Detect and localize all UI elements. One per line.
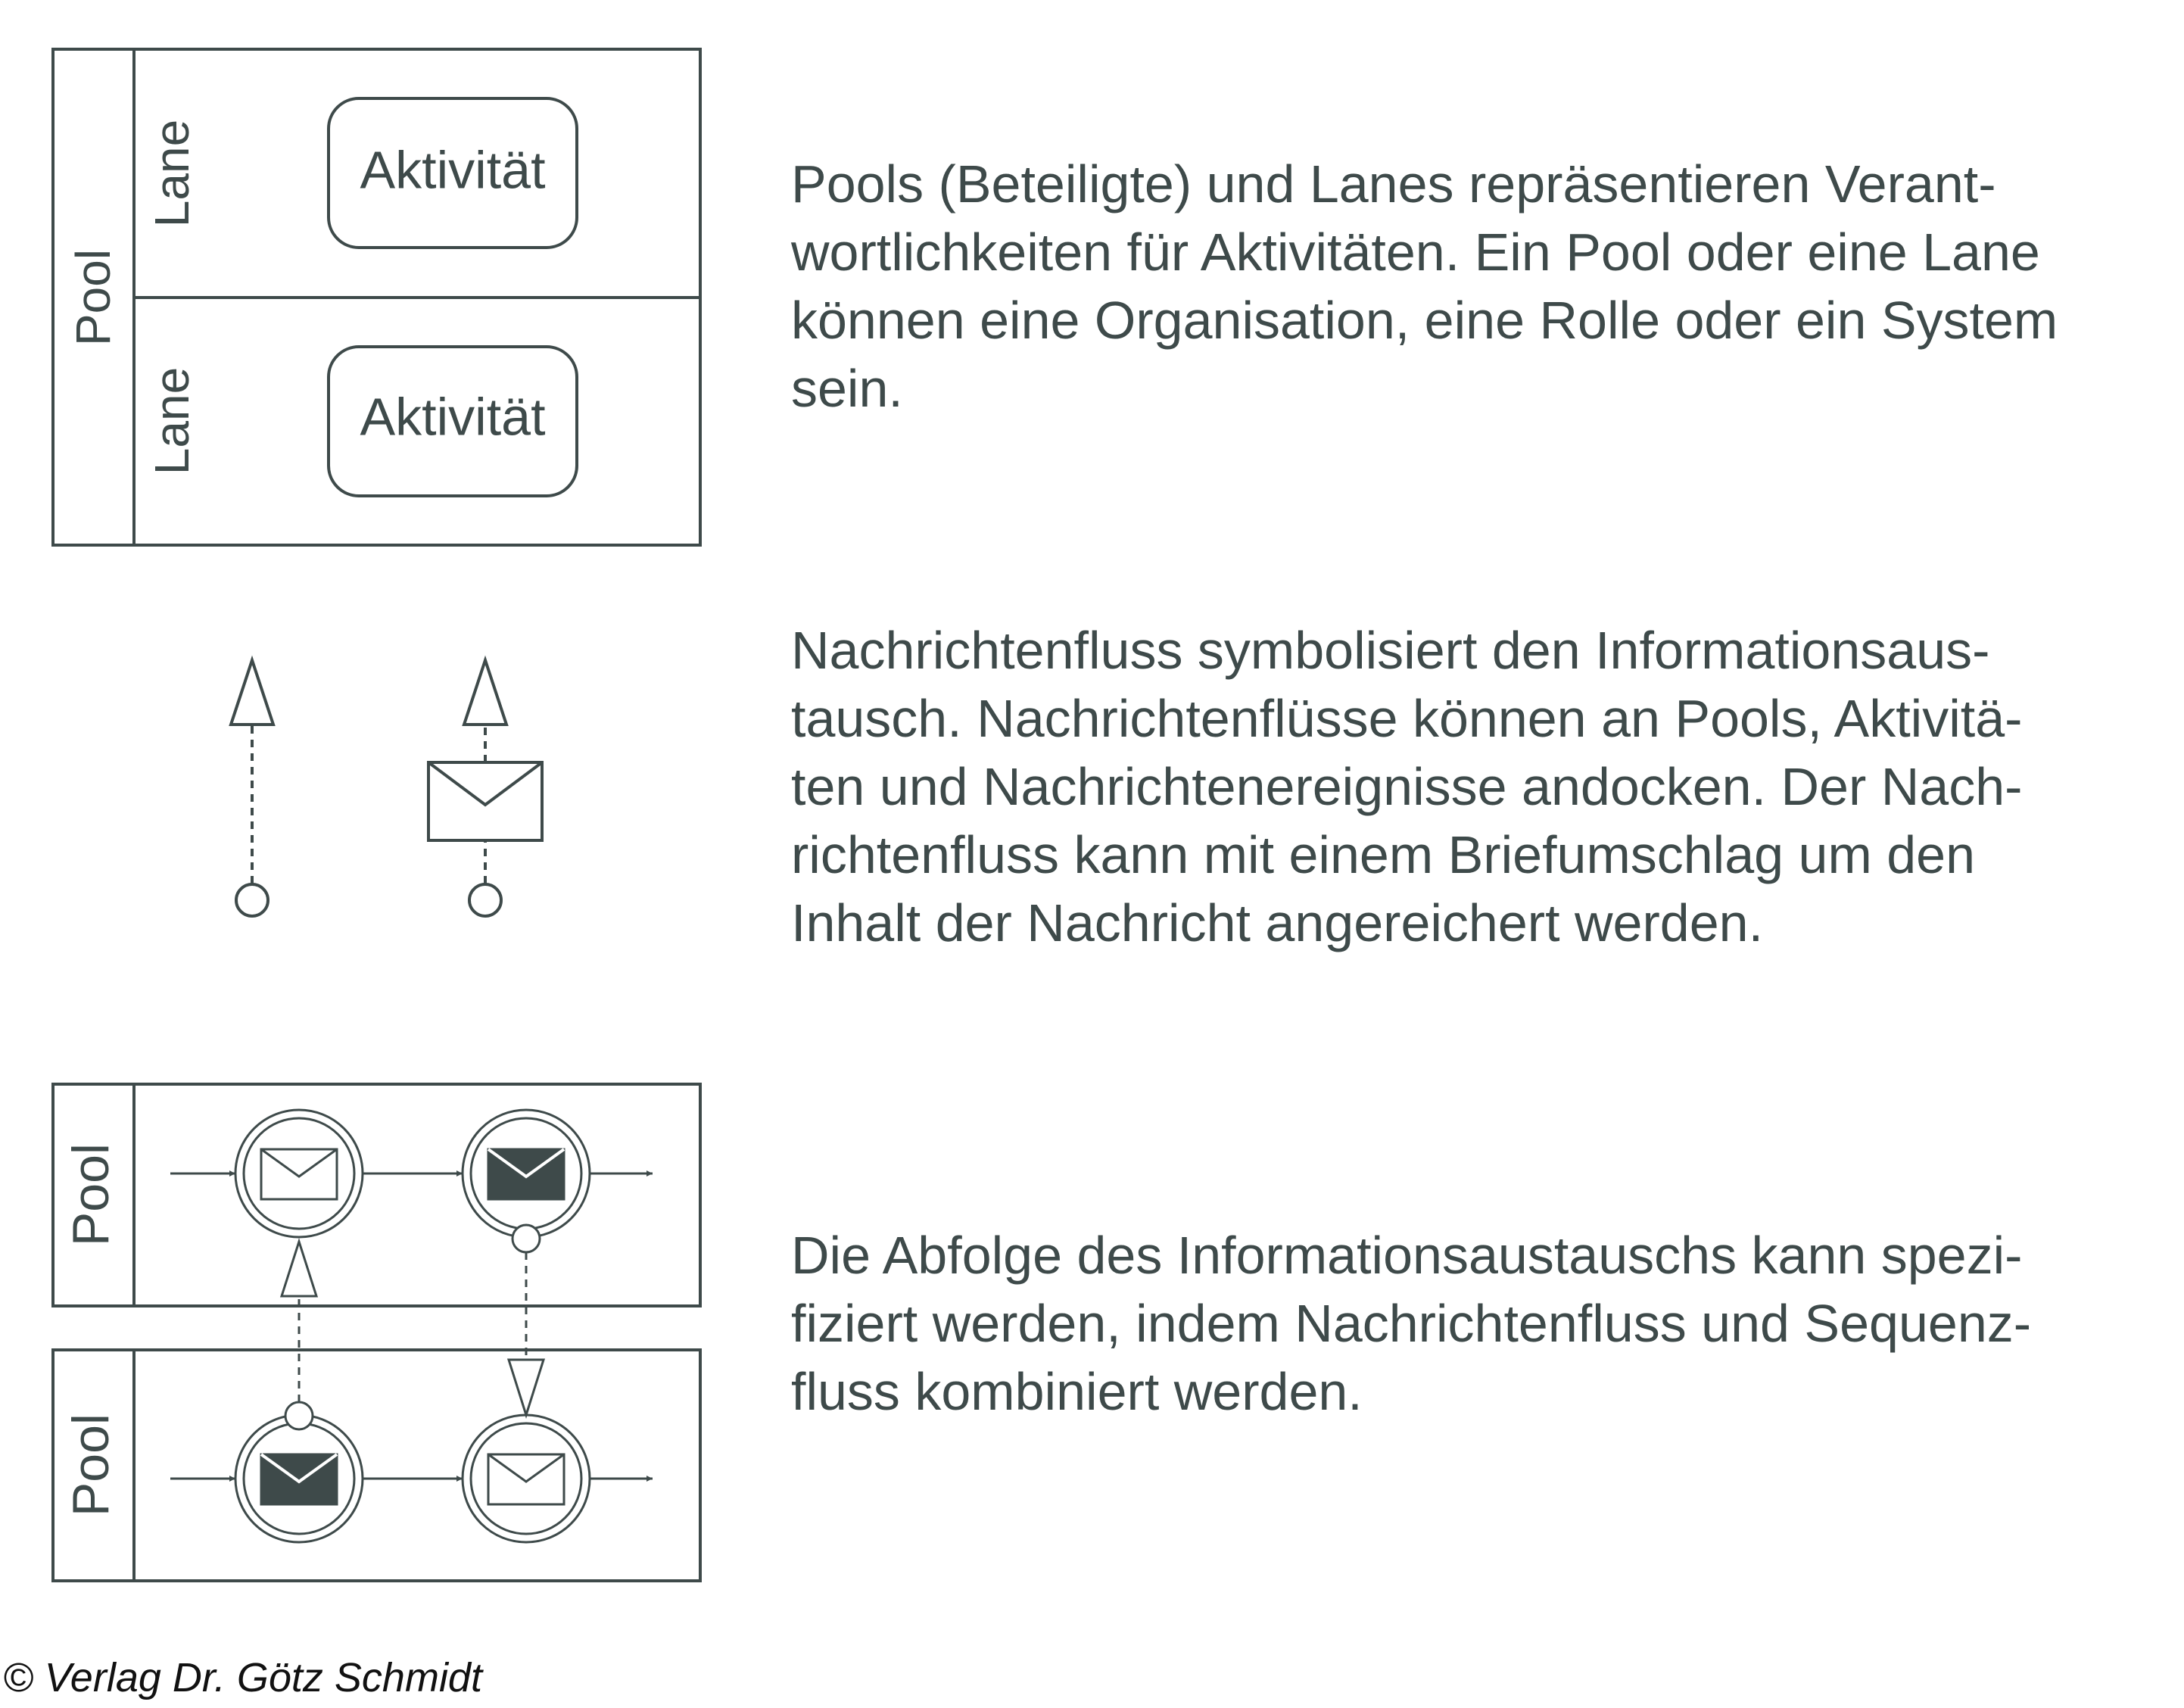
envelope-icon	[488, 1454, 564, 1504]
pool-with-lanes	[53, 49, 700, 545]
message-flow-arrowhead	[231, 660, 273, 725]
message-flow-arrowhead	[464, 660, 506, 725]
description-line: Pools (Beteiligte) und Lanes repräsentieren Verant-	[791, 154, 1996, 214]
copyright-notice: © Verlag Dr. Götz Schmidt	[3, 1655, 482, 1700]
pool-frame	[53, 1350, 700, 1581]
pool-frame	[53, 1084, 700, 1306]
description-line: können eine Organisation, eine Rolle oder ein System	[791, 291, 2058, 350]
message-flow-description	[791, 616, 2169, 957]
envelope-icon	[428, 762, 542, 840]
description-line: tausch. Nachrichtenflüsse können an Pools, Aktivitä-	[791, 689, 2023, 748]
message-flow-plain	[231, 660, 273, 916]
pools-lanes-description	[791, 150, 2169, 422]
envelope-filled-icon	[488, 1149, 564, 1199]
message-flow-start-circle	[469, 884, 501, 916]
description-line: Die Abfolge des Informationsaustauschs kann spezi-	[791, 1226, 2023, 1285]
description-line: wortlichkeiten für Aktivitäten. Ein Pool oder eine Lane	[791, 223, 2040, 282]
pool-label: Pool	[61, 1413, 120, 1517]
description-line: fiziert werden, indem Nachrichtenfluss und Sequenz-	[791, 1294, 2032, 1353]
sequence-description	[791, 1221, 2169, 1426]
message-flow-start-circle	[285, 1402, 313, 1429]
message-flow-arrowhead	[509, 1360, 544, 1415]
description-line: fluss kombiniert werden.	[791, 1362, 1363, 1421]
description-line: richtenfluss kann mit einem Briefumschlag um den	[791, 825, 1976, 884]
intermediate-throw-message-event	[463, 1110, 590, 1237]
activity-label-top: Aktivität	[360, 140, 546, 200]
intermediate-catch-message-event	[463, 1415, 590, 1542]
description-line: Nachrichtenfluss symbolisiert den Informationsaus-	[791, 621, 1990, 680]
message-flow-start-circle	[236, 884, 268, 916]
message-flow-with-envelope	[428, 660, 542, 916]
intermediate-catch-message-event	[235, 1110, 363, 1237]
envelope-filled-icon	[261, 1454, 337, 1504]
lane-label-top: Lane	[144, 119, 199, 228]
envelope-icon	[261, 1149, 337, 1199]
lane-label-bottom: Lane	[144, 366, 199, 475]
pool-label: Pool	[65, 248, 120, 347]
message-flow-upper-to-lower	[509, 1225, 544, 1415]
message-flow-arrowhead	[282, 1242, 316, 1296]
description-line: Inhalt der Nachricht angereichert werden.	[791, 893, 1764, 952]
message-flow-start-circle	[513, 1225, 540, 1252]
description-line: sein.	[791, 359, 903, 418]
pool-lower	[53, 1350, 700, 1581]
description-line: ten und Nachrichtenereignisse andocken. Der Nach-	[791, 757, 2023, 816]
activity-label-bottom: Aktivität	[360, 387, 546, 447]
pool-upper	[53, 1084, 700, 1306]
message-flow-lower-to-upper	[282, 1242, 316, 1429]
intermediate-throw-message-event	[235, 1415, 363, 1542]
pool-label: Pool	[61, 1142, 120, 1247]
